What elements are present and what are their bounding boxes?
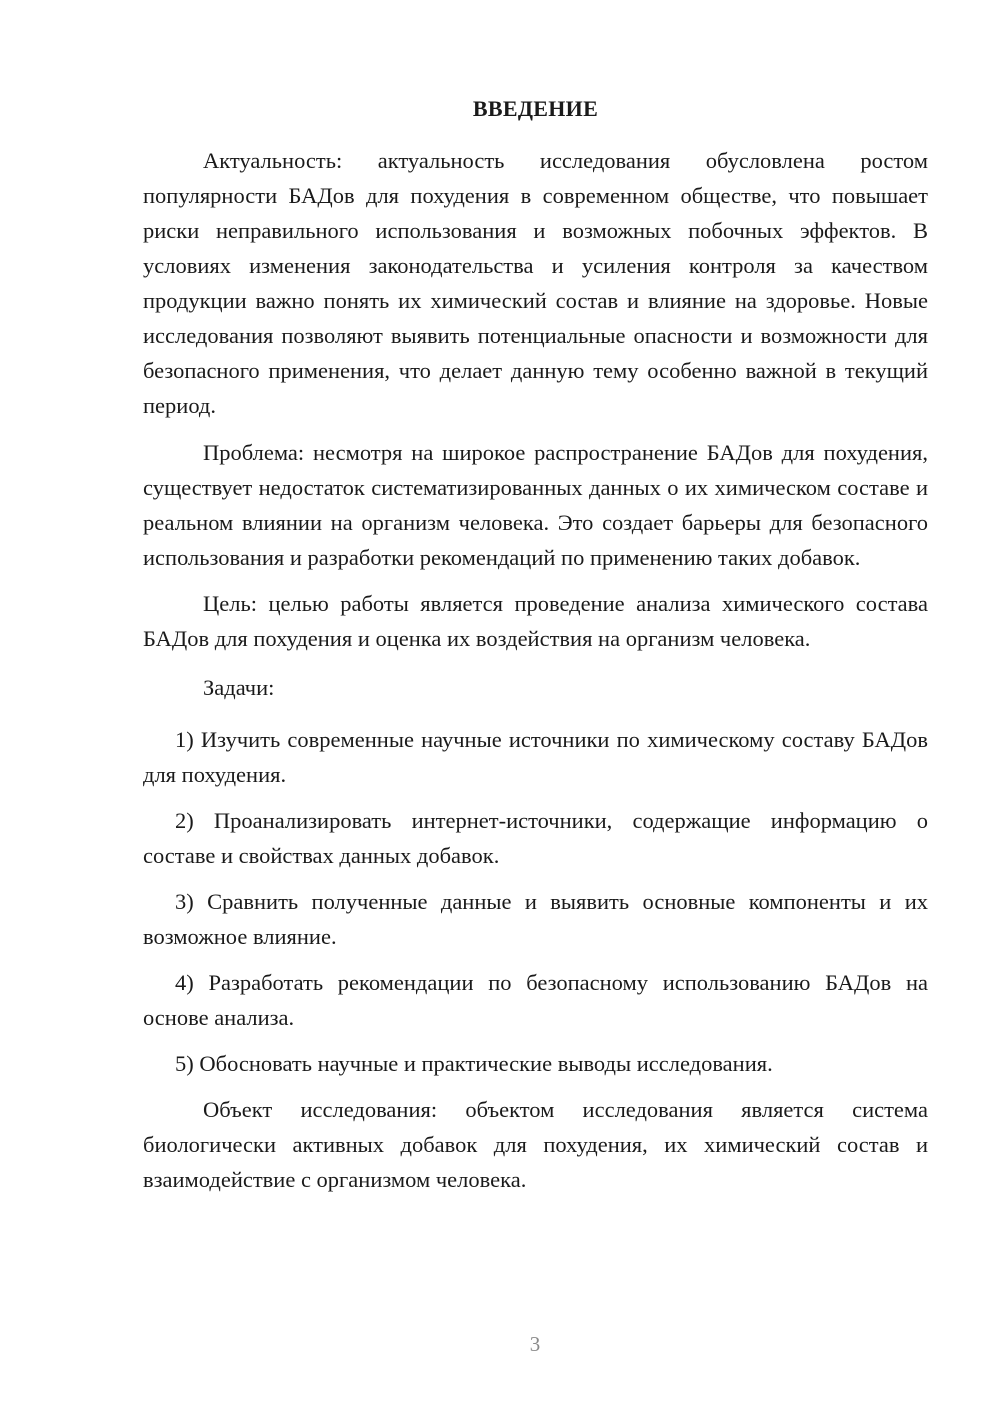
list-item: 3) Сравнить полученные данные и выявить основные компоненты и их возможное влияние. [143, 889, 928, 949]
document-page [143, 94, 928, 1197]
tasks-list [143, 722, 928, 1081]
tasks-heading: Задачи: [203, 675, 275, 700]
list-item: 5) Обосновать научные и практические выводы исследования. [175, 1051, 773, 1076]
list-item: 1) Изучить современные научные источники по химическому составу БАДов для похудения. [143, 727, 928, 787]
object-paragraph: Объект исследования: объектом исследования является система биологически активных добавок для похудения, их химический состав и взаимодействие с организмом человека. [143, 1097, 928, 1192]
list-item: 4) Разработать рекомендации по безопасному использованию БАДов на основе анализа. [143, 970, 928, 1030]
list-item: 2) Проанализировать интернет-источники, содержащие информацию о составе и свойствах данных добавок. [143, 808, 928, 868]
problem-paragraph: Проблема: несмотря на широкое распространение БАДов для похудения, существует недостаток систематизированных данных о их химическом составе и реальном влиянии на организм человека. Это создает барьеры для безопасного использования и разработки рекомендаций по применению таких добавок. [143, 440, 928, 570]
goal-paragraph: Цель: целью работы является проведение анализа химического состава БАДов для похудения и оценка их воздействия на организм человека. [143, 591, 928, 651]
page-number: 3 [529, 1332, 541, 1356]
relevance-paragraph: Актуальность: актуальность исследования обусловлена ростом популярности БАДов для похудения в современном обществе, что повышает риски неправильного использования и возможных побочных эффектов. В условиях изменения законодательства и усиления контроля за качеством продукции важно понять их химический состав и влияние на здоровье. Новые исследования позволяют выявить потенциальные опасности и возможности для безопасного применения, что делает данную тему особенно важной в текущий период. [143, 148, 928, 418]
page-title: ВВЕДЕНИЕ [472, 96, 599, 121]
